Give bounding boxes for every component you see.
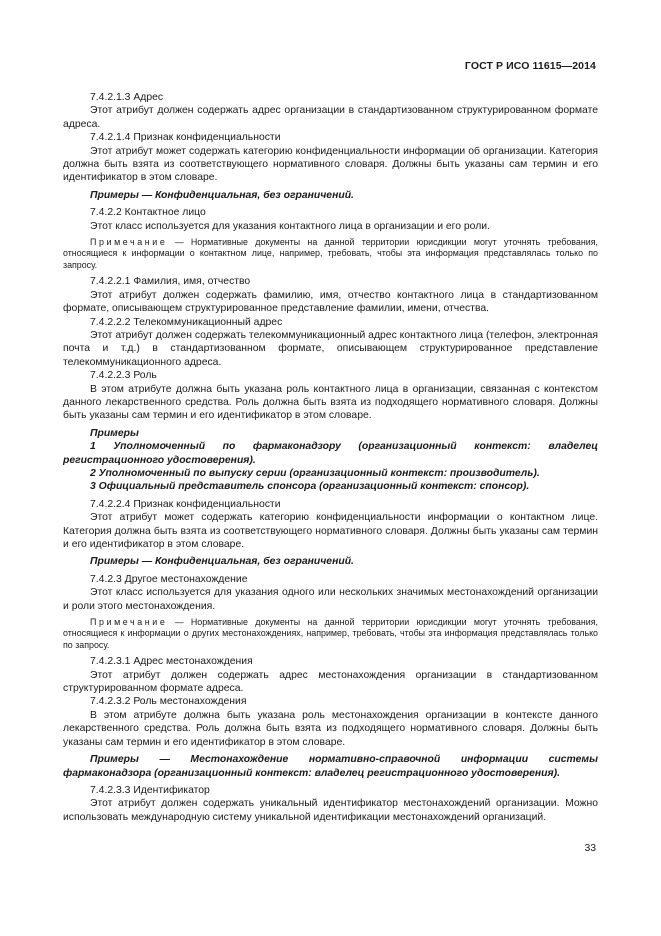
clause-heading: 7.4.2.3.2 Роль местонахождения (90, 696, 247, 708)
paragraph: В этом атрибуте должна быть указана роль местонахождения организации в контексте данного лекарственного средства. Роль должна быть взята из подходящего нормативного словаря. Должны быть указаны сам термин и его идентификатор в этом словаре. (63, 709, 598, 748)
paragraph: Этот атрибут должен содержать адрес организации в стандартизованном структурированном формате адреса. (63, 105, 598, 130)
note-text: — Нормативные документы на данной территории юрисдикции могут уточнять требования, относящиеся к информации о других местонахождениях, например, требовать, чтобы эта информация представлялась только по запросу. (63, 617, 598, 650)
document-body (63, 91, 598, 824)
example: Примеры — Конфиденциальная, без ограничений. (90, 189, 354, 201)
note (63, 237, 598, 271)
paragraph: Этот атрибут может содержать категорию конфиденциальности информации об организации. Категория должна быть взята из соответствующего нормативного словаря. Должны быть указаны сам термин и его идентификатор в этом словаре. (63, 145, 598, 184)
paragraph: Этот класс используется для указания одного или нескольких значимых местонахождений организации и роли этого местонахождения. (63, 587, 598, 612)
example-item: 2 Уполномоченный по выпуску серии (организационный контекст: производитель). (90, 467, 540, 479)
clause-heading: 7.4.2.2.3 Роль (90, 370, 157, 382)
clause-heading: 7.4.2.2.4 Признак конфиденциальности (90, 498, 281, 510)
paragraph: Этот класс используется для указания контактного лица в организации и его роли. (90, 220, 490, 232)
clause-heading: 7.4.2.1.4 Признак конфиденциальности (90, 132, 281, 144)
paragraph: Этот атрибут должен содержать адрес местонахождения организации в стандартизованном структурированном формате адреса. (63, 669, 598, 695)
paragraph: В этом атрибуте должна быть указана роль контактного лица в организации, связанная с контекстом данного лекарственного средства. Роль должна быть взята из подходящего нормативного словаря. Должны быть указаны сам термин и его идентификатор в этом словаре. (63, 383, 598, 422)
example: Примеры — Местонахождение нормативно-справочной информации системы фармаконадзора (организационный контекст: владелец регистрационного удостоверения). (63, 754, 598, 779)
paragraph: Этот атрибут должен содержать уникальный идентификатор местонахождений организации. Можно использовать международную систему уникальной идентификации местонахождений организаций. (63, 798, 598, 823)
note (63, 617, 598, 651)
example-item: 1 Уполномоченный по фармаконадзору (организационный контекст: владелец регистрационного удостоверения). (63, 441, 598, 466)
clause-heading: 7.4.2.3.3 Идентификатор (90, 784, 210, 796)
paragraph: Этот атрибут может содержать категорию конфиденциальности информации о контактном лице. Категория должна быть взята из соответствующего нормативного словаря. Должны быть указаны сам термин и его идентификатор в этом словаре. (63, 512, 598, 550)
clause-heading: 7.4.2.2.1 Фамилия, имя, отчество (90, 276, 251, 288)
standard-header: ГОСТ Р ИСО 11615—2014 (464, 60, 596, 72)
note-text: — Нормативные документы на данной территории юрисдикции могут уточнять требования, относящиеся к информации о контактном лице, например, требовать, чтобы эта информация представлялась только по запросу. (63, 237, 598, 270)
paragraph: Этот атрибут должен содержать фамилию, имя, отчество контактного лица в стандартизованном формате, описывающем структурированное представление фамилии, имени, отчества. (63, 289, 598, 315)
note-label: Примечание (90, 237, 168, 248)
example-item: 3 Официальный представитель спонсора (организационный контекст: спонсор). (90, 481, 530, 493)
clause-heading: 7.4.2.2 Контактное лицо (90, 207, 206, 219)
clause-heading: 7.4.2.3.1 Адрес местонахождения (90, 656, 253, 668)
examples-heading: Примеры (90, 427, 139, 439)
note-label: Примечание (90, 617, 168, 628)
clause-heading: 7.4.2.1.3 Адрес (90, 92, 164, 103)
clause-heading: 7.4.2.3 Другое местонахождение (90, 573, 248, 585)
example: Примеры — Конфиденциальная, без ограничений. (90, 556, 354, 568)
clause-heading: 7.4.2.2.2 Телекоммуникационный адрес (90, 316, 283, 328)
page-number: 33 (584, 843, 596, 854)
paragraph: Этот атрибут должен содержать телекоммуникационный адрес контактного лица (телефон, электронная почта и т.д.) в стандартизованном формате, описывающем структурированное представление телекоммуникационного адреса. (63, 329, 598, 368)
